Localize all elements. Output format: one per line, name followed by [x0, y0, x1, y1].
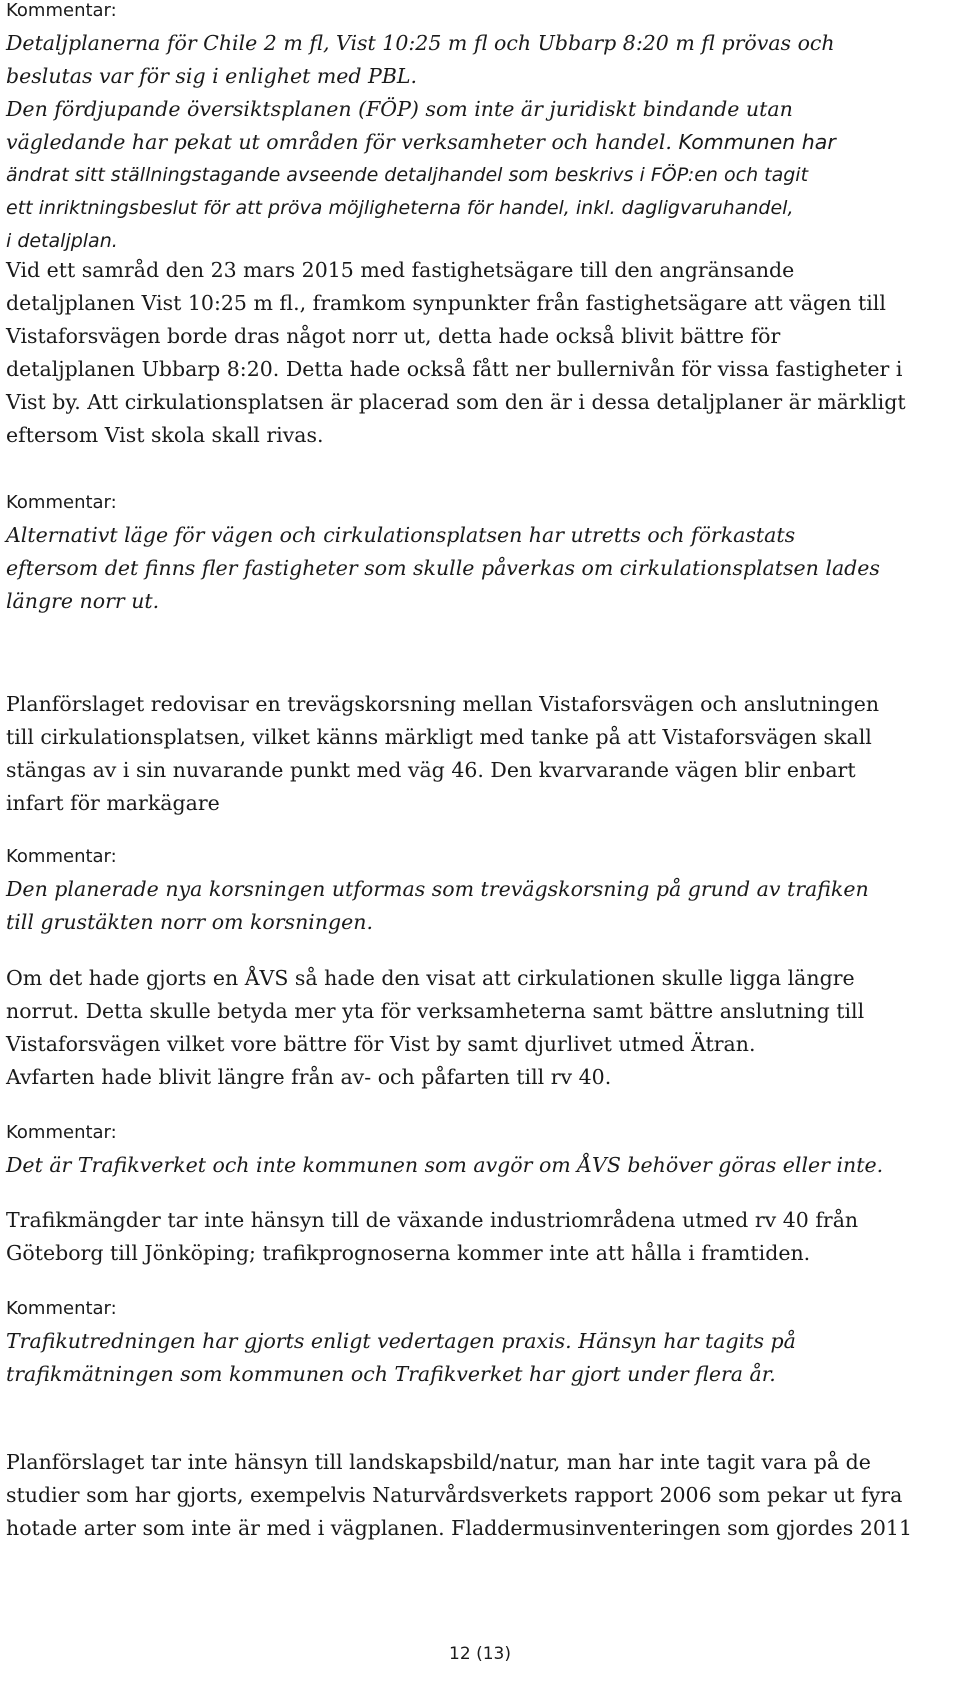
- comment-block-4: [6, 1116, 883, 1182]
- comment-text-sans: ändrat sitt ställningstagande avseende detaljhandel som beskrivs i FÖP:en och tagit ett inriktningsbeslut för att pröva möjligheterna för handel, inkl. dagligvaruhandel, i detaljplan.: [6, 164, 809, 252]
- comment-label: Kommentar:: [6, 0, 117, 21]
- paragraph-2: Vid ett samråd den 23 mars 2015 med fastighetsägare till den angränsande detaljplanen Vist 10:25 m fl., framkom synpunkter från fastighetsägare att vägen till Vistaforsvägen borde dras något norr ut, detta hade också blivit bättre för detaljplanen Ubbarp 8:20. Detta hade också fått ner bullernivån för vissa fastigheter i Vist by. Att cirkulationsplatsen är placerad som den är i dessa detaljplaner är märkligt eftersom Vist skola skall rivas.: [6, 258, 906, 447]
- comment-label: Kommentar:: [6, 492, 117, 513]
- comment-label: Kommentar:: [6, 1298, 117, 1319]
- comment-block-5: [6, 1292, 796, 1391]
- comment-label: Kommentar:: [6, 846, 117, 867]
- comment-block-2: [6, 486, 880, 618]
- paragraph-5: Trafikmängder tar inte hänsyn till de växande industriområdena utmed rv 40 från Göteborg till Jönköping; trafikprognoserna kommer inte att hålla i framtiden.: [6, 1208, 859, 1265]
- comment-block-1: [6, 0, 836, 258]
- comment-block-3: [6, 840, 869, 939]
- paragraph-6: Planförslaget tar inte hänsyn till landskapsbild/natur, man har inte tagit vara på de studier som har gjorts, exempelvis Naturvårdsverkets rapport 2006 som pekar ut fyra hotade arter som inte är med i vägplanen. Fladdermusinventeringen som gjordes 2011: [6, 1450, 912, 1540]
- paragraph-4: Om det hade gjorts en ÅVS så hade den visat att cirkulationen skulle ligga längre norrut. Detta skulle betyda mer yta för verksamheterna samt bättre anslutning till Vistaforsvägen vilket vore bättre för Vist by samt djurlivet utmed Ätran. Avfarten hade blivit längre från av- och påfarten till rv 40.: [6, 966, 865, 1089]
- comment-text: Trafikutredningen har gjorts enligt vedertagen praxis. Hänsyn har tagits på trafikmätningen som kommunen och Trafikverket har gjort under flera år.: [6, 1329, 796, 1386]
- page-number: 12 (13): [449, 1644, 511, 1664]
- comment-text: Alternativt läge för vägen och cirkulationsplatsen har utretts och förkastats eftersom det finns fler fastigheter som skulle påverkas om cirkulationsplatsen lades längre norr ut.: [6, 523, 880, 613]
- paragraph-3: Planförslaget redovisar en trevägskorsning mellan Vistaforsvägen och anslutningen till cirkulationsplatsen, vilket känns märkligt med tanke på att Vistaforsvägen skall stängas av i sin nuvarande punkt med väg 46. Den kvarvarande vägen blir enbart infart för markägare: [6, 692, 880, 815]
- comment-text: Detaljplanerna för Chile 2 m fl, Vist 10:25 m fl och Ubbarp 8:20 m fl prövas och beslutas var för sig i enlighet med PBL. Den fördjupande översiktsplanen (FÖP) som inte är juridiskt bindande utan vägledande har pekat ut områden för verksamheter och handel. Kommunen har: [6, 31, 836, 154]
- comment-label: Kommentar:: [6, 1122, 117, 1143]
- comment-text: Den planerade nya korsningen utformas som trevägskorsning på grund av trafiken till grustäkten norr om korsningen.: [6, 877, 869, 934]
- comment-text: Det är Trafikverket och inte kommunen som avgör om ÅVS behöver göras eller inte.: [6, 1153, 884, 1177]
